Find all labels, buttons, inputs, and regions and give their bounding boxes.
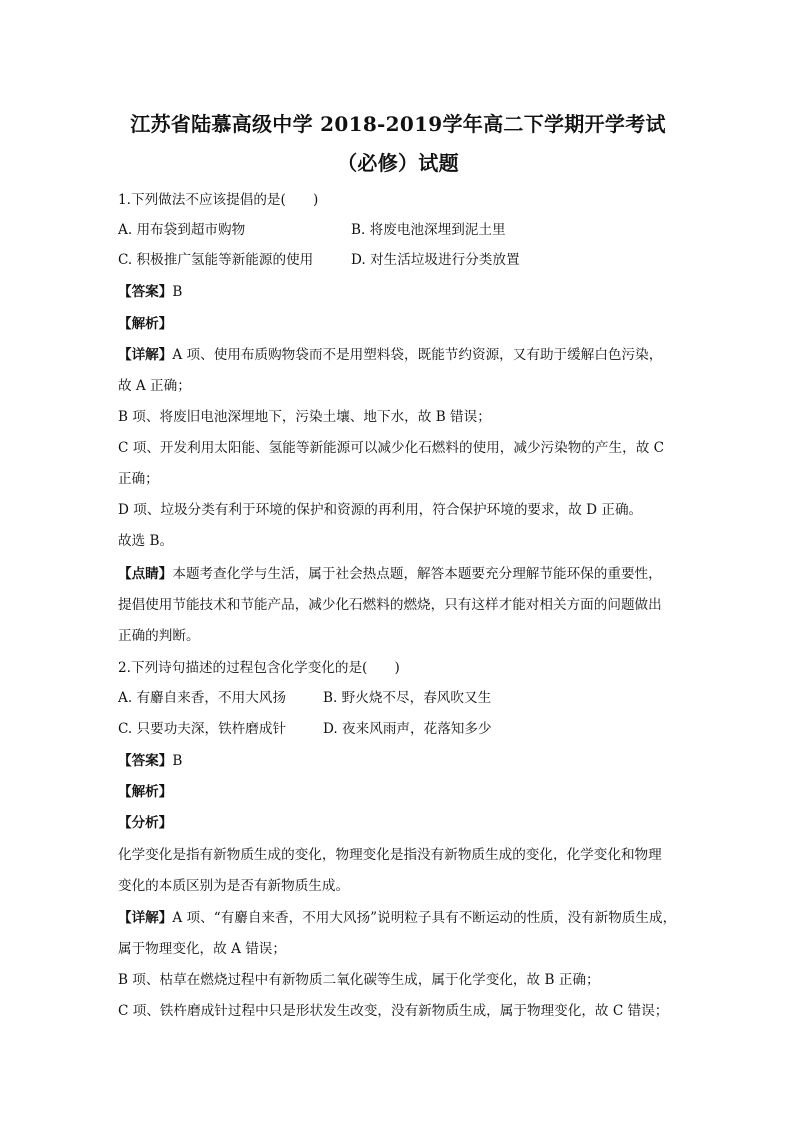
q1-point-3: 正确的判断。 — [118, 628, 200, 644]
q1-detail-3b: 正确； — [118, 471, 159, 487]
q1-point-label: 【点睛】 — [118, 566, 173, 582]
document-title-line-2: （必修）试题 — [337, 151, 459, 175]
q1-detail-1a-text: A 项、使用布质购物袋而不是用塑料袋，既能节约资源，又有助于缓解白色污染， — [172, 347, 663, 363]
q1-detail-1a — [118, 343, 662, 363]
q2-answer-label: 【答案】 — [118, 753, 173, 769]
q1-detail-label: 【详解】 — [118, 347, 173, 363]
q1-detail-1b: 故 A 正确； — [118, 378, 191, 394]
q1-stem: 1.下列做法不应该提倡的是( ) — [118, 192, 319, 208]
q1-option-b: B. 将废电池深埋到泥土里 — [351, 222, 506, 238]
q2-fenxi-label: 【分析】 — [118, 815, 173, 831]
q2-detail-1a — [118, 906, 676, 926]
q1-option-c: C. 积极推广氢能等新能源的使用 — [118, 252, 314, 268]
document-title-line-1: 江苏省陆慕高级中学 2018-2019学年高二下学期开学考试 — [130, 112, 666, 136]
q1-option-d: D. 对生活垃圾进行分类放置 — [351, 252, 520, 268]
q2-answer-value: B — [172, 753, 183, 769]
q1-option-a: A. 用布袋到超市购物 — [118, 222, 246, 238]
q1-answer-value: B — [172, 284, 183, 300]
q1-detail-3a: C 项、开发利用太阳能、氢能等新能源可以减少化石燃料的使用，减少污染物的产生，故 C — [118, 440, 665, 456]
q2-option-b: B. 野火烧不尽，春风吹又生 — [323, 690, 492, 706]
q2-detail-1b: 属于物理变化，故 A 错误； — [118, 941, 286, 957]
q1-point-1 — [118, 562, 662, 582]
q2-option-c: C. 只要功夫深，铁杵磨成针 — [118, 721, 287, 737]
q2-detail-1a-text: A 项、“有麝自来香，不用大风扬”说明粒子具有不断运动的性质，没有新物质生成， — [172, 910, 677, 926]
q2-option-a: A. 有麝自来香，不用大风扬 — [118, 690, 286, 706]
q2-analysis-label: 【解析】 — [118, 784, 173, 800]
q1-conclusion: 故选 B。 — [118, 533, 174, 549]
q2-fenxi-1: 化学变化是指有新物质生成的变化，物理变化是指没有新物质生成的变化，化学变化和物理 — [118, 847, 662, 863]
q2-detail-label: 【详解】 — [118, 910, 173, 926]
q2-option-d: D. 夜来风雨声，花落知多少 — [323, 721, 492, 737]
q1-answer — [118, 280, 182, 300]
q1-detail-2: B 项、将废旧电池深埋地下，污染土壤、地下水，故 B 错误； — [118, 409, 491, 425]
q1-detail-4: D 项、垃圾分类有利于环境的保护和资源的再利用，符合保护环境的要求，故 D 正确。 — [118, 502, 643, 518]
q1-analysis-label: 【解析】 — [118, 316, 173, 332]
q1-answer-label: 【答案】 — [118, 284, 173, 300]
q2-answer — [118, 749, 182, 769]
q2-stem: 2.下列诗句描述的过程包含化学变化的是( ) — [118, 660, 400, 676]
q2-detail-2: B 项、枯草在燃烧过程中有新物质二氧化碳等生成，属于化学变化，故 B 正确； — [118, 972, 600, 988]
q2-detail-3: C 项、铁杵磨成针过程中只是形状发生改变，没有新物质生成，属于物理变化，故 C 错误； — [118, 1003, 669, 1019]
q2-fenxi-2: 变化的本质区别为是否有新物质生成。 — [118, 878, 350, 894]
q1-point-2: 提倡使用节能技术和节能产品，减少化石燃料的燃烧，只有这样才能对相关方面的问题做出 — [118, 597, 662, 613]
q1-point-1-text: 本题考查化学与生活，属于社会热点题，解答本题要充分理解节能环保的重要性， — [172, 566, 662, 582]
